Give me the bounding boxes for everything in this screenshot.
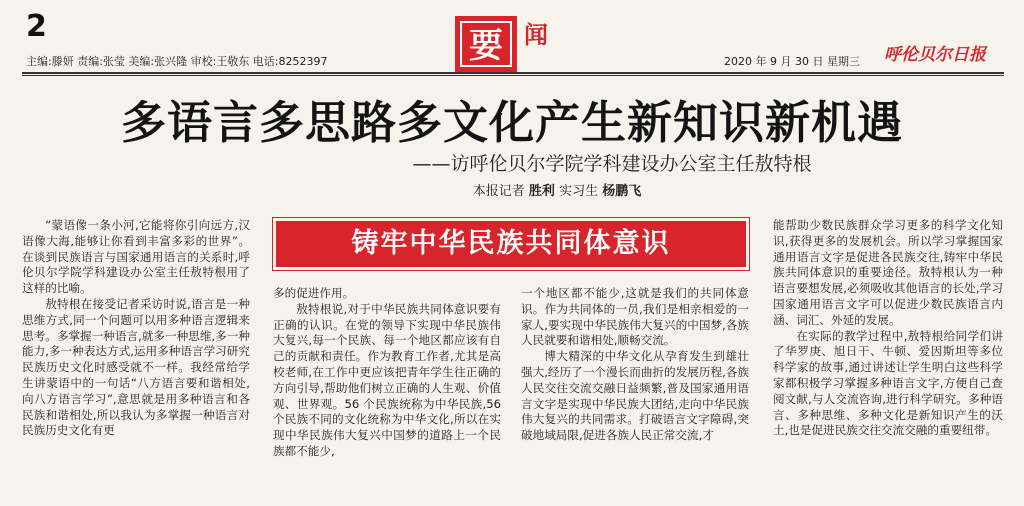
paragraph-continued: 能帮助少数民族群众学习更多的科学文化知识,获得更多的发展机会。所以学习掌握国家通用语言文字是促进各民族交往,铸牢中华民族共同体意识的重要途径。敖特根认为一种语言要想发展,必须吸收其他语言的长处,学习国家通用语言文字可以促进少数民族语言内涵、词汇、外延的发展。 bbox=[773, 218, 1003, 327]
article-byline bbox=[0, 183, 1024, 201]
section-label-frame bbox=[460, 21, 512, 67]
byline-reporter-label: 本报记者 bbox=[472, 184, 529, 199]
article-column-3 bbox=[521, 286, 749, 506]
page-number: 2 bbox=[26, 9, 47, 44]
section-label-main: 要 bbox=[469, 26, 503, 66]
theme-banner-text: 铸牢中华民族共同体意识 bbox=[351, 228, 671, 259]
byline-intern-name: 杨鹏飞 bbox=[602, 184, 642, 199]
paragraph: 敖特根在接受记者采访时说,语言是一种思维方式,同一个问题可以用多种语言逻辑来思考。多掌握一种语言,就多一种思维,多一种能力,多一种表达方式,运用多种语言学习研究民族历史文化时感受就不一样。我经常给学生讲蒙语中的一句话“八方语言要和谐相处,向八方语言学习”,意思就是用多种语言和各民族和谐相处,所以我认为多掌握一种语言对民族历史文化有更 bbox=[22, 296, 250, 438]
article-column-4 bbox=[773, 218, 1003, 506]
paragraph: 博大精深的中华文化从孕育发生到雄壮强大,经历了一个漫长而曲折的发展历程,各族人民交往交流交融日益频繁,普及国家通用语言文字是实现中华民族大团结,走向中华民族伟大复兴的共同需求。打破语言文字障碍,突破地域局限,促进各族人民正常交流,才 bbox=[521, 349, 749, 443]
theme-banner bbox=[273, 218, 749, 270]
article-column-1 bbox=[22, 218, 250, 506]
header-rule-thin bbox=[22, 75, 1004, 76]
article-column-2 bbox=[273, 286, 501, 506]
article-subheadline: ——访呼伦贝尔学院学科建设办公室主任敖特根 bbox=[412, 153, 812, 175]
paragraph: “蒙语像一条小河,它能将你引向远方,汉语像大海,能够让你看到丰富多彩的世界”。在谈到民族语言与国家通用语言的关系时,呼伦贝尔学院学科建设办公室主任敖特根用了这样的比喻。 bbox=[22, 218, 250, 296]
header-rule bbox=[22, 72, 1004, 74]
section-label-box bbox=[455, 16, 517, 72]
byline-reporter-name: 胜利 bbox=[528, 184, 555, 199]
article-headline: 多语言多思路多文化产生新知识新机遇 bbox=[120, 96, 903, 149]
paragraph-continued: 一个地区都不能少,这就是我们的共同体意识。作为共同体的一员,我们是相亲相爱的一家人,要实现中华民族伟大复兴的中国梦,各族人民就要和谐相处,顺畅交流。 bbox=[521, 286, 749, 348]
issue-date: 2020 年 9 月 30 日 星期三 bbox=[724, 55, 860, 68]
paragraph: 在实际的教学过程中,敖特根给同学们讲了华罗庚、旭日干、牛顿、爱因斯坦等多位科学家的故事,通过讲述让学生明白这些科学家都积极学习掌握多种语言文字,方便自己查阅文献,与人交流咨询,进行科学研究。多种语言、多种思维、多种文化是新知识产生的沃土,也是促进民族交往交流交融的重要纽带。 bbox=[773, 328, 1003, 438]
byline-intern-label: 实习生 bbox=[554, 184, 603, 199]
paragraph-continued: 多的促进作用。 bbox=[273, 286, 355, 300]
editorial-staff-line: 主编:滕妍 责编:张莹 美编:张兴隆 审校:王敬东 电话:8252397 bbox=[26, 55, 328, 68]
section-label-sub: 闻 bbox=[524, 21, 548, 49]
paragraph: 敖特根说,对于中华民族共同体意识要有正确的认识。在党的领导下实现中华民族伟大复兴,每一个民族、每一个地区都应该有自己的贡献和责任。作为教育工作者,尤其是高校老师,在工作中更应该把青年学生往正确的方向引导,帮助他们树立正确的人生观、价值观、世界观。56 个民族统称为中华民族,56 个民族不同的文化统称为中华文化,所以在实现中华民族伟大复兴中国梦的道路上一个民族都不能少, bbox=[273, 301, 501, 458]
newspaper-masthead-logo: 呼伦贝尔日报 bbox=[884, 45, 986, 65]
